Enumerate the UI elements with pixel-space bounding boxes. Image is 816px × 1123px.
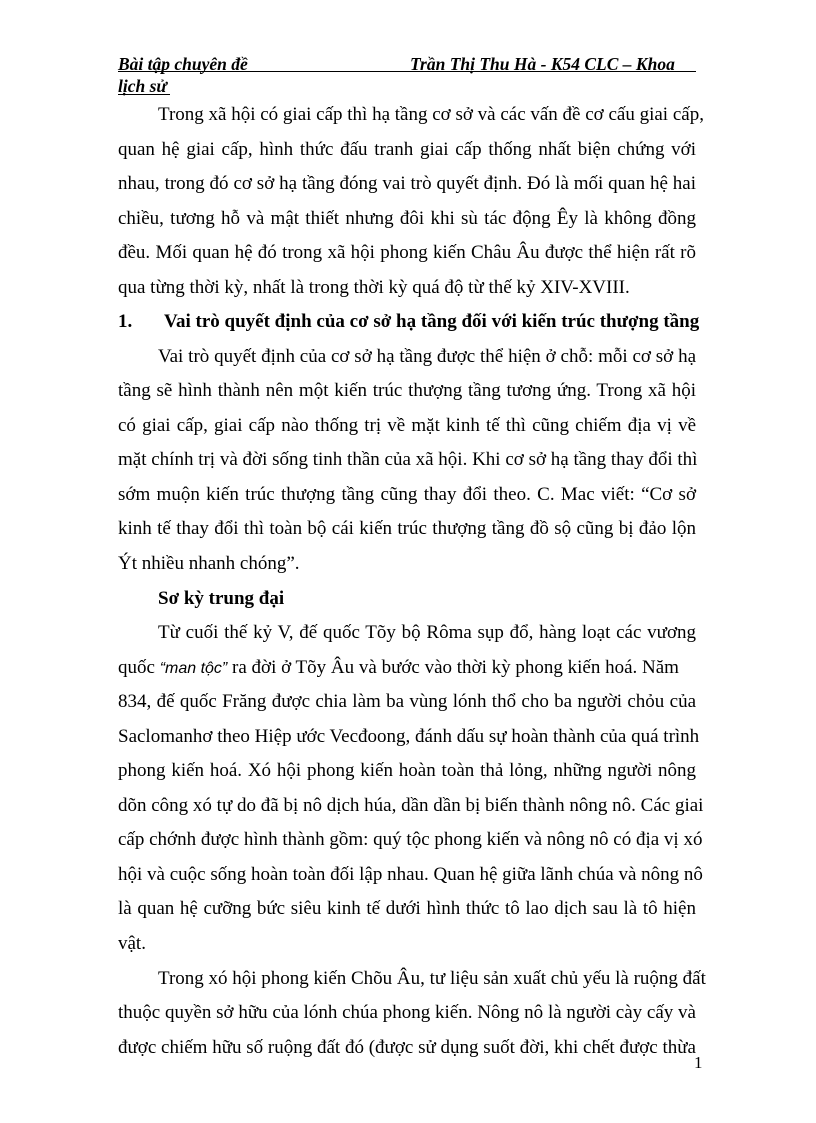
header-rule-short <box>118 94 170 95</box>
subheading: Sơ kỳ trung đại <box>158 588 285 609</box>
paragraph-line: quan hệ giai cấp, hình thức đấu tranh giai cấp thống nhất biện chứng với <box>118 139 696 160</box>
section-title: Vai trò quyết định của cơ sở hạ tầng đối với kiến trúc thượng tầng <box>164 311 700 332</box>
paragraph-line: qua từng thời kỳ, nhất là trong thời kỳ quá độ từ thế kỷ XIV-XVIII. <box>118 277 630 298</box>
paragraph-line: Saclomanhơ theo Hiệp ước Vecđoong, đánh dấu sự hoàn thành của quá trình <box>118 726 700 747</box>
paragraph-line: đều. Mối quan hệ đó trong xã hội phong kiến Châu Âu được thể hiện rất rõ <box>118 242 696 263</box>
paragraph-line: chiều, tương hỗ và mật thiết nhưng đôi khi sù tác động Êy là không đồng <box>118 208 696 229</box>
text-run: quốc <box>118 657 160 678</box>
section-number: 1. <box>118 311 133 332</box>
italic-term: “man tộc” <box>159 660 228 677</box>
header-rule <box>118 71 696 72</box>
paragraph-line: Từ cuối thế kỷ V, đế quốc Tõy bộ Rôma sụp đổ, hàng loạt các vương <box>158 622 696 643</box>
paragraph-line: nhau, trong đó cơ sở hạ tầng đóng vai trò quyết định. Đó là mối quan hệ hai <box>118 173 696 194</box>
paragraph-line: 834, đế quốc Frăng được chia làm ba vùng lónh thổ cho ba người chỏu của <box>118 691 696 712</box>
paragraph-line: mặt chính trị và đời sống tinh thần của xã hội. Khi cơ sở hạ tầng thay đổi thì <box>118 449 698 470</box>
paragraph-line: hội và cuộc sống hoàn toàn đối lập nhau. Quan hệ giữa lãnh chúa và nông nô <box>118 864 703 885</box>
paragraph-line: Ýt nhiều nhanh chóng”. <box>118 553 300 574</box>
paragraph-line: dõn công xó tự do đã bị nô dịch húa, dần dần bị biến thành nông nô. Các giai <box>118 795 704 816</box>
paragraph-line-mixed <box>118 656 696 681</box>
paragraph-line: sớm muộn kiến trúc thượng tầng cũng thay đổi theo. C. Mac viết: “Cơ sở <box>118 484 696 505</box>
paragraph-line: tầng sẽ hình thành nên một kiến trúc thượng tầng tương ứng. Trong xã hội <box>118 380 696 401</box>
paragraph-line: Vai trò quyết định của cơ sở hạ tầng được thể hiện ở chỗ: mỗi cơ sở hạ <box>158 346 696 367</box>
page-number: 1 <box>694 1053 703 1072</box>
text-run: ra đời ở Tõy Âu và bước vào thời kỳ phong kiến hoá. Năm <box>227 657 679 678</box>
paragraph-line: cấp chớnh được hình thành gồm: quý tộc phong kiến và nông nô có địa vị xó <box>118 829 703 850</box>
paragraph-line: Trong xó hội phong kiến Chõu Âu, tư liệu sản xuất chủ yếu là ruộng đất <box>158 968 706 989</box>
paragraph-line: được chiếm hữu số ruộng đất đó (được sử dụng suốt đời, khi chết được thừa <box>118 1037 696 1058</box>
header-course-title: Bài tập chuyên đề <box>118 54 248 74</box>
paragraph-line: vật. <box>118 933 146 954</box>
header-author: Trần Thị Thu Hà - K54 CLC – Khoa <box>410 54 675 74</box>
paragraph-line: có giai cấp, giai cấp nào thống trị về mặt kinh tế thì cũng chiếm địa vị về <box>118 415 696 436</box>
paragraph-line: thuộc quyền sở hữu của lónh chúa phong kiến. Nông nô là người cày cấy và <box>118 1002 696 1023</box>
paragraph-line: là quan hệ cưỡng bức siêu kinh tế dưới hình thức tô lao dịch sau là tô hiện <box>118 898 696 919</box>
header-course-title-cont: lịch sử <box>118 76 167 96</box>
paragraph-line: kinh tế thay đổi thì toàn bộ cái kiến trúc thượng tầng đồ sộ cũng bị đảo lộn <box>118 518 696 539</box>
paragraph-line: Trong xã hội có giai cấp thì hạ tầng cơ sở và các vấn đề cơ cấu giai cấp, <box>158 104 704 125</box>
paragraph-line: phong kiến hoá. Xó hội phong kiến hoàn toàn thả lỏng, những người nông <box>118 760 696 781</box>
